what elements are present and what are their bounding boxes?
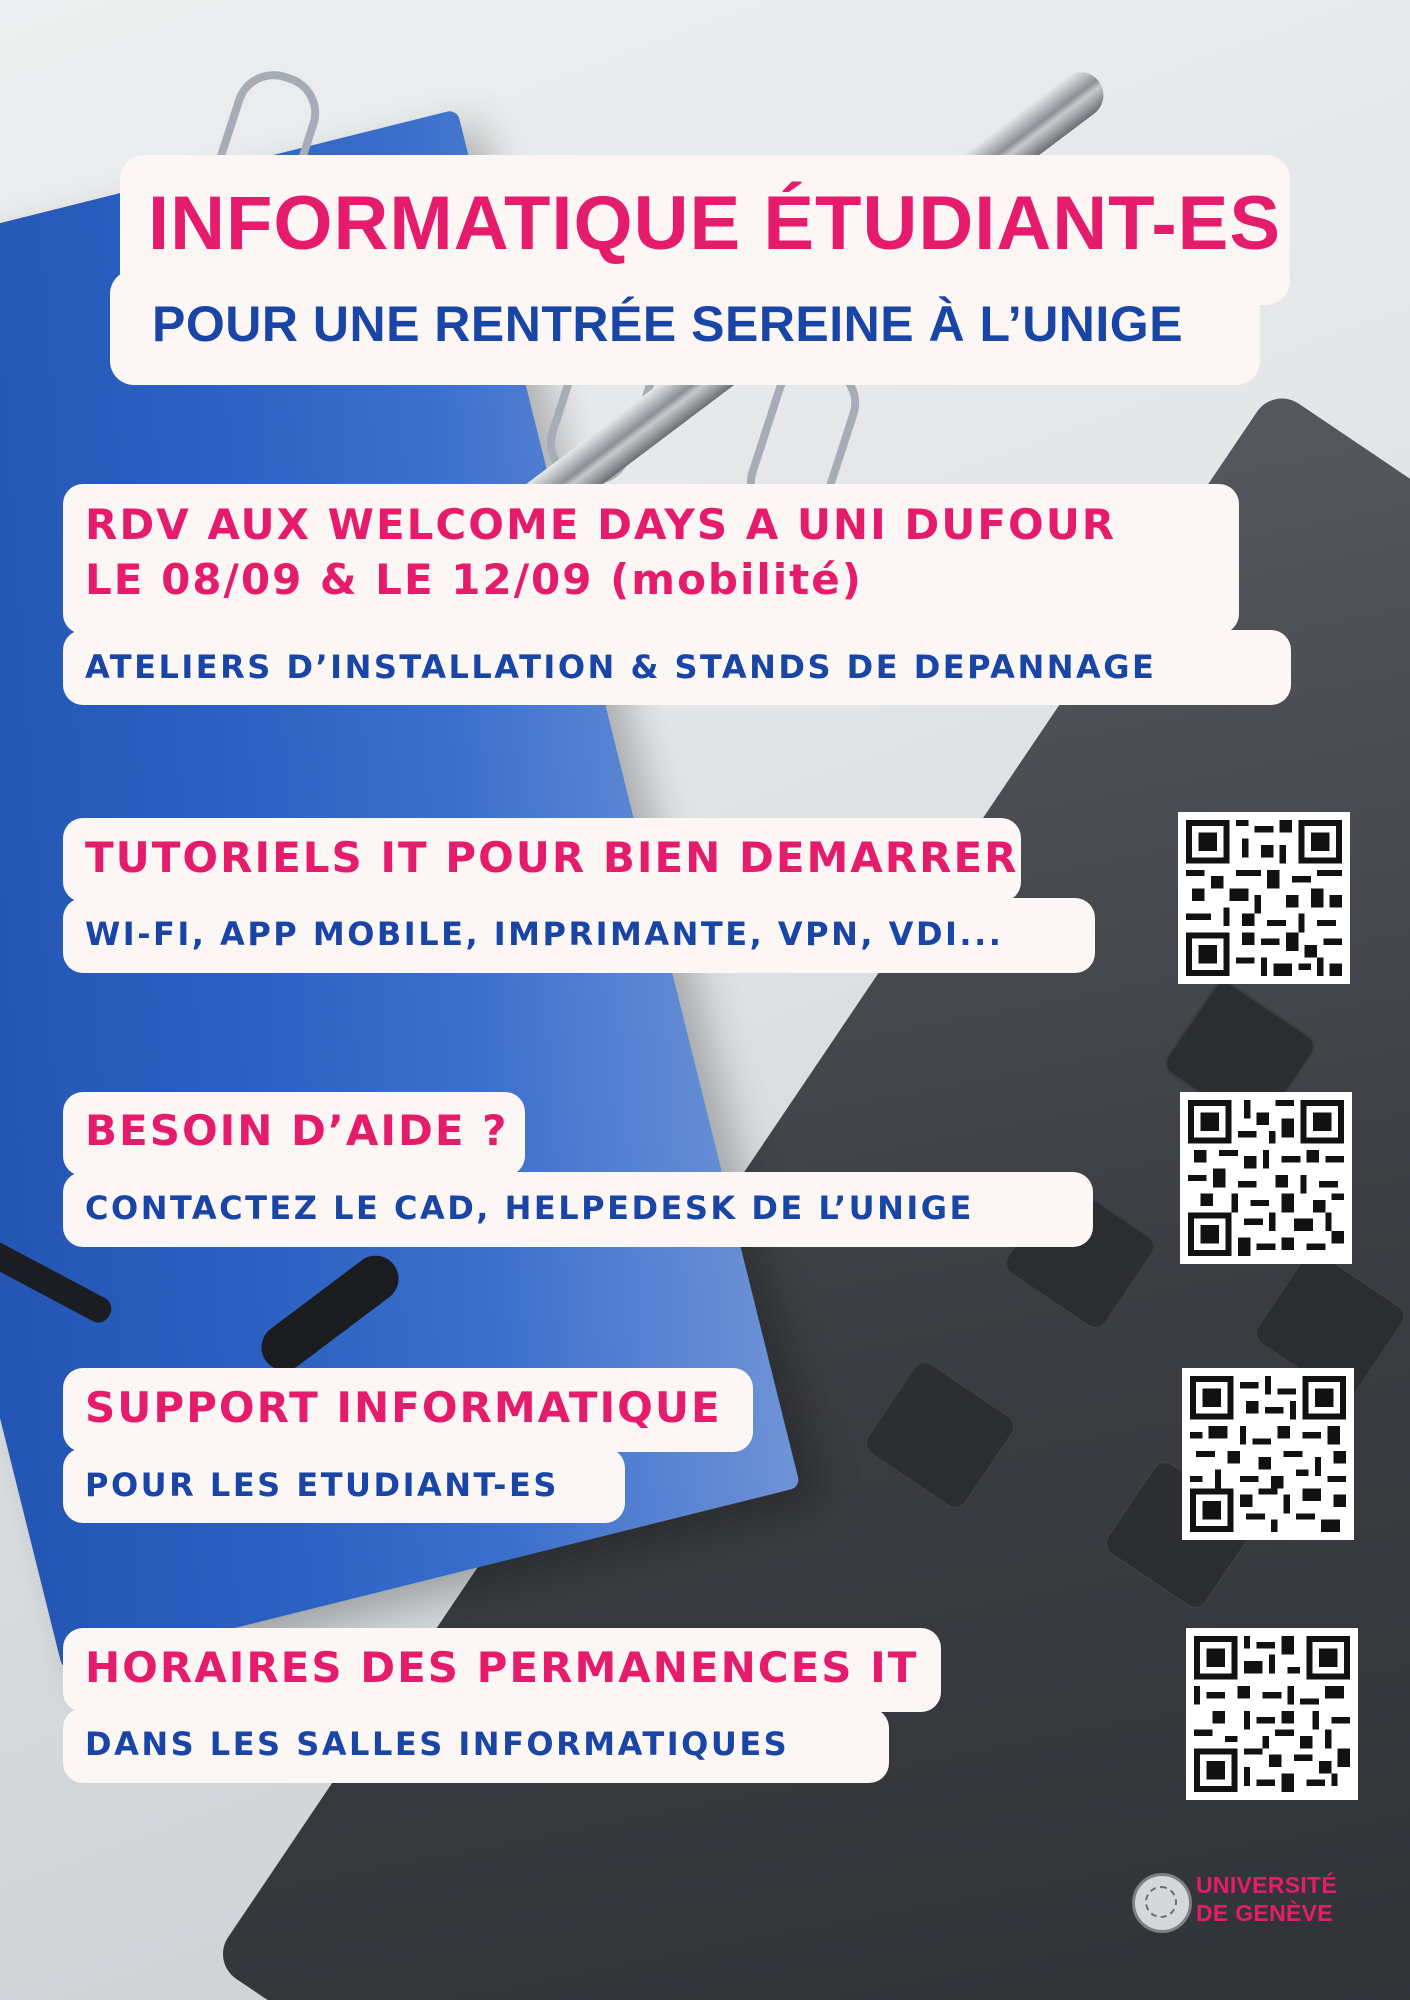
section-detail: WI-FI, APP MOBILE, IMPRIMANTE, VPN, VDI... — [85, 915, 1004, 953]
section-detail: CONTACTEZ LE CAD, HELPEDESK DE L’UNIGE — [85, 1189, 974, 1227]
qr-code-icon — [1186, 820, 1342, 976]
section-heading: SUPPORT INFORMATIQUE — [85, 1383, 722, 1432]
section-heading: RDV AUX WELCOME DAYS A UNI DUFOUR — [85, 500, 1117, 549]
section-heading: HORAIRES DES PERMANENCES IT — [85, 1643, 919, 1692]
qr-code-icon — [1194, 1636, 1350, 1792]
page-title: INFORMATIQUE ÉTUDIANT-ES — [148, 181, 1282, 266]
page-subtitle: POUR UNE RENTRÉE SEREINE À L’UNIGE — [152, 296, 1184, 352]
logo-line-2: DE GENÈVE — [1196, 1900, 1333, 1926]
section-detail: POUR LES ETUDIANT-ES — [85, 1466, 559, 1504]
section-detail: ATELIERS D’INSTALLATION & STANDS DE DEPANNAGE — [85, 648, 1157, 686]
section-heading: LE 08/09 & LE 12/09 (mobilité) — [85, 555, 863, 604]
qr-code-besoin-aide[interactable] — [1180, 1092, 1352, 1264]
section-heading: BESOIN D’AIDE ? — [85, 1106, 509, 1155]
university-seal-icon — [1132, 1873, 1192, 1933]
qr-code-icon — [1188, 1100, 1344, 1256]
section-heading: TUTORIELS IT POUR BIEN DEMARRER — [85, 833, 1019, 882]
qr-code-icon — [1190, 1376, 1346, 1532]
section-detail: DANS LES SALLES INFORMATIQUES — [85, 1725, 790, 1763]
qr-code-support[interactable] — [1182, 1368, 1354, 1540]
qr-code-horaires[interactable] — [1186, 1628, 1358, 1800]
qr-code-tutoriels[interactable] — [1178, 812, 1350, 984]
logo-line-1: UNIVERSITÉ — [1196, 1872, 1338, 1898]
